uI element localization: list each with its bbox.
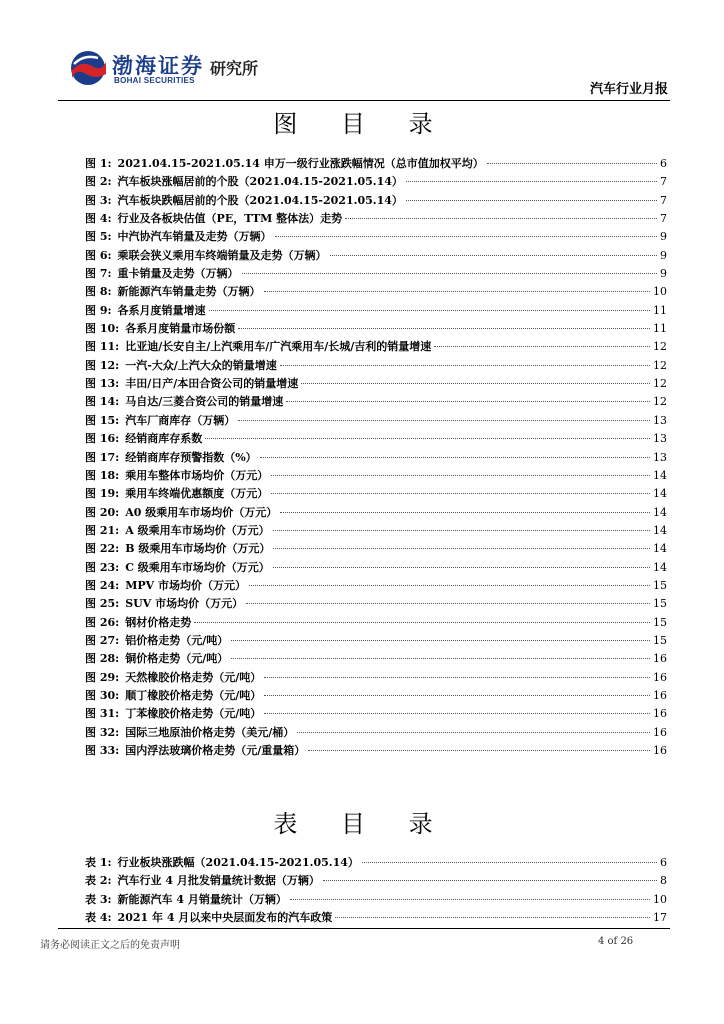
figure-entry-leader-dots bbox=[406, 181, 657, 182]
figure-entry-leader-dots bbox=[434, 346, 650, 347]
figure-entry[interactable] bbox=[85, 595, 667, 613]
report-type: 汽车行业月报 bbox=[589, 82, 668, 97]
figure-entry-number: 图 7: bbox=[85, 267, 112, 281]
figure-entry-leader-dots bbox=[330, 255, 657, 256]
figure-entry-page: 15 bbox=[653, 633, 667, 647]
figure-entry[interactable] bbox=[85, 724, 667, 742]
table-entry[interactable] bbox=[85, 909, 667, 927]
figure-entry[interactable] bbox=[85, 577, 667, 595]
figure-entry-title: 钢材价格走势 bbox=[125, 615, 192, 629]
table-entry[interactable] bbox=[85, 872, 667, 890]
figure-entry[interactable] bbox=[85, 650, 667, 668]
figure-entry-title: 行业及各板块估值（PE，TTM 整体法）走势 bbox=[117, 212, 343, 226]
figure-entry-leader-dots bbox=[231, 640, 650, 641]
figure-entry-number: 图 4: bbox=[85, 212, 112, 226]
figure-entry-page: 12 bbox=[653, 358, 667, 372]
figure-entry[interactable] bbox=[85, 540, 667, 558]
figure-entry[interactable] bbox=[85, 265, 667, 283]
figure-entry-title: 汽车板块跌幅居前的个股（2021.04.15-2021.05.14） bbox=[117, 193, 403, 207]
figure-entry-leader-dots bbox=[260, 457, 650, 458]
table-entry-page: 8 bbox=[660, 874, 667, 888]
table-entry-title: 新能源汽车 4 月销量统计（万辆） bbox=[117, 892, 287, 906]
figure-entry-page: 14 bbox=[653, 505, 667, 519]
figure-entry-leader-dots bbox=[406, 200, 657, 201]
figure-entry-number: 图 8: bbox=[85, 285, 112, 299]
figure-entry-leader-dots bbox=[264, 695, 650, 696]
figure-entry-leader-dots bbox=[275, 236, 657, 237]
figure-entry-page: 12 bbox=[653, 377, 667, 391]
figure-entry-page: 12 bbox=[653, 340, 667, 354]
figure-entry-page: 14 bbox=[653, 542, 667, 556]
figure-entry-title: 新能源汽车销量走势（万辆） bbox=[117, 285, 261, 299]
figure-entry-number: 图 24: bbox=[85, 578, 120, 592]
table-entry[interactable] bbox=[85, 891, 667, 909]
figure-entry-number: 图 29: bbox=[85, 670, 120, 684]
figure-entry-page: 16 bbox=[653, 688, 667, 702]
figure-entry-title: 丰田/日产/本田合资公司的销量增速 bbox=[125, 377, 299, 391]
figure-entry-title: 汽车厂商库存（万辆） bbox=[125, 413, 236, 427]
figure-entry-page: 12 bbox=[653, 395, 667, 409]
figure-entry-leader-dots bbox=[280, 512, 650, 513]
figure-entry[interactable] bbox=[85, 338, 667, 356]
table-entry-number: 表 4: bbox=[85, 911, 112, 925]
figure-entry-number: 图 25: bbox=[85, 597, 120, 611]
figure-entry-page: 9 bbox=[660, 267, 667, 281]
figure-entry-page: 11 bbox=[653, 303, 667, 317]
figure-entry-number: 图 19: bbox=[85, 487, 120, 501]
figure-entry-title: 国内浮法玻璃价格走势（元/重量箱） bbox=[125, 744, 306, 757]
figure-entry-page: 13 bbox=[653, 413, 667, 427]
figure-entry-number: 图 1: bbox=[85, 157, 112, 170]
figure-entry-leader-dots bbox=[209, 310, 650, 311]
figure-entry-leader-dots bbox=[273, 548, 650, 549]
page-header bbox=[58, 46, 670, 102]
figure-entry[interactable] bbox=[85, 687, 667, 705]
institute-label: 研究所 bbox=[210, 59, 259, 78]
figure-entry-leader-dots bbox=[264, 713, 650, 714]
figure-entry-number: 图 5: bbox=[85, 230, 112, 244]
figure-entry[interactable] bbox=[85, 375, 667, 393]
figure-entry-number: 图 15: bbox=[85, 413, 120, 427]
figure-entry-number: 图 13: bbox=[85, 377, 120, 391]
figure-entry-leader-dots bbox=[301, 383, 650, 384]
figure-entry-number: 图 6: bbox=[85, 248, 112, 262]
bohai-logo bbox=[68, 46, 268, 90]
figure-entry-number: 图 14: bbox=[85, 395, 120, 409]
figure-entry-page: 10 bbox=[653, 285, 667, 299]
figure-entry-title: 乘用车整体市场均价（万元） bbox=[125, 468, 269, 482]
header-divider bbox=[58, 100, 670, 101]
figure-entry-leader-dots bbox=[286, 401, 650, 402]
figure-entry[interactable] bbox=[85, 485, 667, 503]
figure-entry-number: 图 23: bbox=[85, 560, 120, 574]
figure-entry[interactable] bbox=[85, 302, 667, 320]
figure-entry-number: 图 12: bbox=[85, 358, 120, 372]
figure-entry-leader-dots bbox=[271, 475, 650, 476]
figure-entry-page: 14 bbox=[653, 487, 667, 501]
figure-entry-number: 图 31: bbox=[85, 707, 120, 721]
figure-entry-leader-dots bbox=[264, 677, 650, 678]
figure-entry[interactable] bbox=[85, 559, 667, 577]
figure-entry[interactable] bbox=[85, 742, 667, 760]
figure-entry-leader-dots bbox=[242, 273, 657, 274]
figure-entry[interactable] bbox=[85, 669, 667, 687]
figure-entry-page: 15 bbox=[653, 578, 667, 592]
table-entry-leader-dots bbox=[335, 917, 650, 918]
figure-entry-page: 11 bbox=[653, 322, 667, 336]
figure-entry[interactable] bbox=[85, 192, 667, 210]
figure-entry[interactable] bbox=[85, 210, 667, 228]
figure-entry-leader-dots bbox=[280, 365, 650, 366]
figures-section-title: 图 目 录 bbox=[273, 110, 451, 138]
logo-chinese-name: 渤海证券 bbox=[112, 54, 204, 78]
figure-entry-number: 图 27: bbox=[85, 633, 120, 647]
figure-entry-number: 图 9: bbox=[85, 303, 112, 317]
figure-entry[interactable] bbox=[85, 155, 667, 173]
table-entry-title: 行业板块涨跌幅（2021.04.15-2021.05.14） bbox=[117, 856, 359, 869]
figure-entry-title: 2021.04.15-2021.05.14 申万一级行业涨跌幅情况（总市值加权平均） bbox=[117, 157, 484, 170]
table-entry-leader-dots bbox=[323, 880, 657, 881]
figure-entry-page: 9 bbox=[660, 230, 667, 244]
figure-entry-leader-dots bbox=[487, 163, 657, 164]
table-entry-number: 表 1: bbox=[85, 856, 112, 869]
logo-english-name: BOHAI SECURITIES bbox=[114, 76, 195, 85]
figure-entry-title: 各系月度销量市场份额 bbox=[125, 322, 236, 336]
bohai-logo-icon bbox=[68, 48, 108, 88]
footer-divider bbox=[58, 928, 670, 929]
figure-entry-leader-dots bbox=[238, 328, 650, 329]
figure-entry[interactable] bbox=[85, 393, 667, 411]
figure-entry-leader-dots bbox=[231, 658, 650, 659]
figure-entry-leader-dots bbox=[205, 438, 650, 439]
table-entry-leader-dots bbox=[362, 862, 657, 863]
figure-entry-number: 图 28: bbox=[85, 652, 120, 666]
figure-entry-title: B 级乘用车市场均价（万元） bbox=[125, 542, 271, 556]
figure-entry-title: 一汽-大众/上汽大众的销量增速 bbox=[125, 358, 277, 372]
table-entry-page: 17 bbox=[653, 911, 667, 925]
figure-entry-page: 15 bbox=[653, 597, 667, 611]
figure-entry-number: 图 2: bbox=[85, 175, 112, 189]
figure-entry-title: 乘用车终端优惠额度（万元） bbox=[125, 487, 269, 501]
figure-entry-page: 7 bbox=[660, 212, 667, 226]
table-list bbox=[85, 854, 667, 927]
figure-entry-number: 图 18: bbox=[85, 468, 120, 482]
figure-entry-page: 13 bbox=[653, 450, 667, 464]
figure-entry[interactable] bbox=[85, 228, 667, 246]
figure-entry[interactable] bbox=[85, 283, 667, 301]
figure-entry-title: 铜价格走势（元/吨） bbox=[125, 652, 229, 666]
figure-entry-title: A 级乘用车市场均价（万元） bbox=[125, 523, 270, 537]
figure-entry-title: SUV 市场均价（万元） bbox=[125, 597, 244, 611]
figure-entry-page: 16 bbox=[653, 725, 667, 739]
figure-entry-leader-dots bbox=[249, 585, 650, 586]
figure-entry[interactable] bbox=[85, 504, 667, 522]
figure-entry-page: 14 bbox=[653, 523, 667, 537]
figure-entry-page: 7 bbox=[660, 175, 667, 189]
figure-entry-page: 6 bbox=[660, 157, 667, 170]
figure-entry[interactable] bbox=[85, 173, 667, 191]
figure-entry-number: 图 30: bbox=[85, 688, 120, 702]
figure-entry-page: 16 bbox=[653, 652, 667, 666]
figure-entry-title: A0 级乘用车市场均价（万元） bbox=[125, 505, 278, 519]
figure-entry-title: 比亚迪/长安自主/上汽乘用车/广汽乘用车/长城/吉利的销量增速 bbox=[125, 340, 432, 354]
figure-entry[interactable] bbox=[85, 430, 667, 448]
figure-entry-number: 图 17: bbox=[85, 450, 120, 464]
figure-entry-title: MPV 市场均价（万元） bbox=[125, 578, 247, 592]
figure-entry-title: 经销商库存预警指数（%） bbox=[125, 450, 257, 464]
figure-entry-number: 图 26: bbox=[85, 615, 120, 629]
figure-entry-number: 图 10: bbox=[85, 322, 120, 336]
figure-entry[interactable] bbox=[85, 247, 667, 265]
figure-entry-page: 16 bbox=[653, 707, 667, 721]
figure-entry-leader-dots bbox=[273, 567, 650, 568]
footer-disclaimer: 请务必阅读正文之后的免责声明 bbox=[40, 940, 180, 951]
table-entry-leader-dots bbox=[290, 899, 650, 900]
figure-entry-leader-dots bbox=[238, 420, 650, 421]
figure-entry-page: 13 bbox=[653, 432, 667, 446]
footer-page-number: 4 of 26 bbox=[598, 936, 634, 947]
figure-entry[interactable] bbox=[85, 320, 667, 338]
figure-entry-title: 重卡销量及走势（万辆） bbox=[117, 267, 239, 281]
figure-entry-number: 图 33: bbox=[85, 744, 120, 757]
figure-entry-leader-dots bbox=[308, 750, 650, 751]
figure-entry-title: 经销商库存系数 bbox=[125, 432, 203, 446]
figure-entry-number: 图 11: bbox=[85, 340, 120, 354]
figure-entry-title: 丁苯橡胶价格走势（元/吨） bbox=[125, 707, 262, 721]
figure-entry-page: 14 bbox=[653, 468, 667, 482]
figure-entry-leader-dots bbox=[194, 622, 650, 623]
table-entry-title: 2021 年 4 月以来中央层面发布的汽车政策 bbox=[117, 911, 333, 925]
figure-entry-leader-dots bbox=[246, 603, 650, 604]
figure-entry-number: 图 21: bbox=[85, 523, 120, 537]
figure-entry-title: 国际三地原油价格走势（美元/桶） bbox=[125, 725, 295, 739]
figure-entry-leader-dots bbox=[273, 530, 650, 531]
figure-entry[interactable] bbox=[85, 614, 667, 632]
figure-entry-number: 图 3: bbox=[85, 193, 112, 207]
table-entry-page: 6 bbox=[660, 856, 667, 869]
figure-entry-number: 图 20: bbox=[85, 505, 120, 519]
figure-entry[interactable] bbox=[85, 522, 667, 540]
figure-entry-page: 16 bbox=[653, 670, 667, 684]
figure-entry-number: 图 16: bbox=[85, 432, 120, 446]
figure-entry-page: 16 bbox=[653, 744, 667, 757]
table-entry[interactable] bbox=[85, 854, 667, 872]
figure-entry[interactable] bbox=[85, 412, 667, 430]
figure-entry-title: 顺丁橡胶价格走势（元/吨） bbox=[125, 688, 262, 702]
figure-entry[interactable] bbox=[85, 467, 667, 485]
figure-entry[interactable] bbox=[85, 357, 667, 375]
figure-entry-page: 14 bbox=[653, 560, 667, 574]
figure-entry-page: 9 bbox=[660, 248, 667, 262]
table-entry-number: 表 2: bbox=[85, 874, 112, 888]
figure-entry-title: 中汽协汽车销量及走势（万辆） bbox=[117, 230, 272, 244]
figure-entry-title: 各系月度销量增速 bbox=[117, 303, 206, 317]
figure-entry-number: 图 32: bbox=[85, 725, 120, 739]
figure-entry[interactable] bbox=[85, 449, 667, 467]
table-entry-page: 10 bbox=[653, 892, 667, 906]
figure-entry-number: 图 22: bbox=[85, 542, 120, 556]
figure-list bbox=[85, 155, 667, 760]
figure-entry-page: 7 bbox=[660, 193, 667, 207]
figure-entry-title: 马自达/三菱合资公司的销量增速 bbox=[125, 395, 284, 409]
figure-entry-title: 铝价格走势（元/吨） bbox=[125, 633, 229, 647]
figure-entry[interactable] bbox=[85, 632, 667, 650]
figure-entry-leader-dots bbox=[264, 291, 650, 292]
figure-entry-leader-dots bbox=[345, 218, 657, 219]
figure-entry-title: 乘联会狭义乘用车终端销量及走势（万辆） bbox=[117, 248, 327, 262]
figure-entry-leader-dots bbox=[271, 493, 650, 494]
tables-section-title: 表 目 录 bbox=[273, 810, 451, 838]
table-entry-number: 表 3: bbox=[85, 892, 112, 906]
figure-entry-leader-dots bbox=[297, 732, 650, 733]
figure-entry-page: 15 bbox=[653, 615, 667, 629]
figure-entry-title: 汽车板块涨幅居前的个股（2021.04.15-2021.05.14） bbox=[117, 175, 403, 189]
figure-entry-title: 天然橡胶价格走势（元/吨） bbox=[125, 670, 262, 684]
figure-entry-title: C 级乘用车市场均价（万元） bbox=[125, 560, 270, 574]
figure-entry[interactable] bbox=[85, 705, 667, 723]
table-entry-title: 汽车行业 4 月批发销量统计数据（万辆） bbox=[117, 874, 320, 888]
